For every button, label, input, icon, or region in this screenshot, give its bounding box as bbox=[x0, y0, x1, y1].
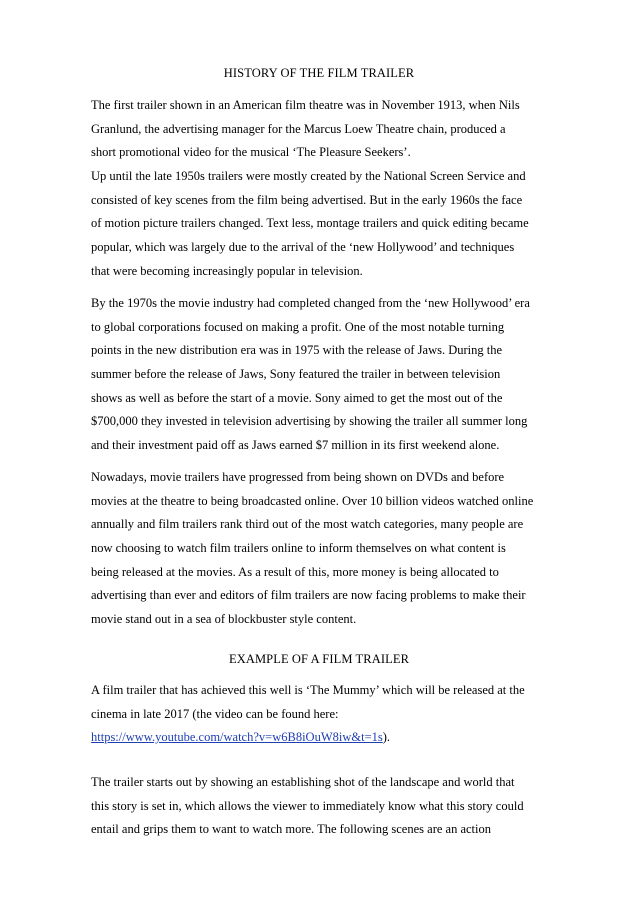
paragraph-line: now choosing to watch film trailers online to inform themselves on what content is bbox=[91, 541, 506, 556]
paragraph-line: of motion picture trailers changed. Text less, montage trailers and quick editing became bbox=[91, 216, 529, 231]
paragraph-example bbox=[91, 679, 571, 750]
paragraph-line: and their investment paid off as Jaws earned $7 million in its first weekend alone. bbox=[91, 438, 500, 453]
section-heading-example: EXAMPLE OF A FILM TRAILER bbox=[228, 652, 410, 666]
paragraph-line: movies at the theatre to being broadcasted online. Over 10 billion videos watched online bbox=[91, 493, 534, 508]
paragraph-line: short promotional video for the musical ‘The Pleasure Seekers’. bbox=[91, 145, 411, 160]
paragraph-line: consisted of key scenes from the film being advertised. But in the early 1960s the face bbox=[91, 192, 523, 207]
paragraph-line: The first trailer shown in an American film theatre was in November 1913, when Nils bbox=[91, 98, 520, 112]
paragraph-history-origins bbox=[91, 94, 571, 284]
paragraph-line: this story is set in, which allows the viewer to immediately know what this story could bbox=[91, 798, 524, 813]
paragraph-line: annually and film trailers rank third out of the most watch categories, many people are bbox=[91, 517, 524, 532]
link-suffix: ). bbox=[382, 730, 391, 745]
paragraph-1970s bbox=[91, 292, 571, 458]
paragraph-line: shows as well as before the start of a movie. Sony aimed to get the most out of the bbox=[91, 390, 503, 405]
paragraph-line: popular, which was largely due to the arrival of the ‘new Hollywood’ and techniques bbox=[91, 240, 515, 255]
paragraph-line: The trailer starts out by showing an establishing shot of the landscape and world that bbox=[91, 775, 515, 789]
youtube-link[interactable]: https://www.youtube.com/watch?v=w6B8iOuW8iw&t=1s bbox=[91, 730, 383, 745]
paragraph-line-link bbox=[91, 726, 571, 750]
paragraph-line: advertising than ever and editors of film trailers are now facing problems to make their bbox=[91, 588, 526, 603]
paragraph-line: Nowadays, movie trailers have progressed from being shown on DVDs and before bbox=[91, 470, 505, 484]
paragraph-line: Up until the late 1950s trailers were mostly created by the National Screen Service and bbox=[91, 169, 526, 184]
paragraph-line: By the 1970s the movie industry had completed changed from the ‘new Hollywood’ era bbox=[91, 296, 530, 310]
paragraph-line: points in the new distribution era was in 1975 with the release of Jaws. During the bbox=[91, 343, 503, 358]
paragraph-line: A film trailer that has achieved this well is ‘The Mummy’ which will be released at the bbox=[91, 683, 525, 697]
paragraph-line: Granlund, the advertising manager for the Marcus Loew Theatre chain, produced a bbox=[91, 121, 506, 136]
paragraph-line: summer before the release of Jaws, Sony featured the trailer in between television bbox=[91, 367, 501, 382]
paragraph-nowadays bbox=[91, 466, 571, 632]
paragraph-line: cinema in late 2017 (the video can be found here: bbox=[91, 706, 339, 721]
paragraph-line: that were becoming increasingly popular in television. bbox=[91, 263, 363, 278]
paragraph-line: movie stand out in a sea of blockbuster style content. bbox=[91, 612, 357, 627]
paragraph-line: $700,000 they invested in television advertising by showing the trailer all summer long bbox=[91, 414, 528, 429]
paragraph-line: entail and grips them to want to watch more. The following scenes are an action bbox=[91, 822, 491, 837]
paragraph-line: to global corporations focused on making a profit. One of the most notable turning bbox=[91, 319, 505, 334]
page-title: HISTORY OF THE FILM TRAILER bbox=[223, 66, 415, 80]
paragraph-line: being released at the movies. As a result of this, more money is being allocated to bbox=[91, 564, 499, 579]
paragraph-trailer-description bbox=[91, 771, 571, 842]
